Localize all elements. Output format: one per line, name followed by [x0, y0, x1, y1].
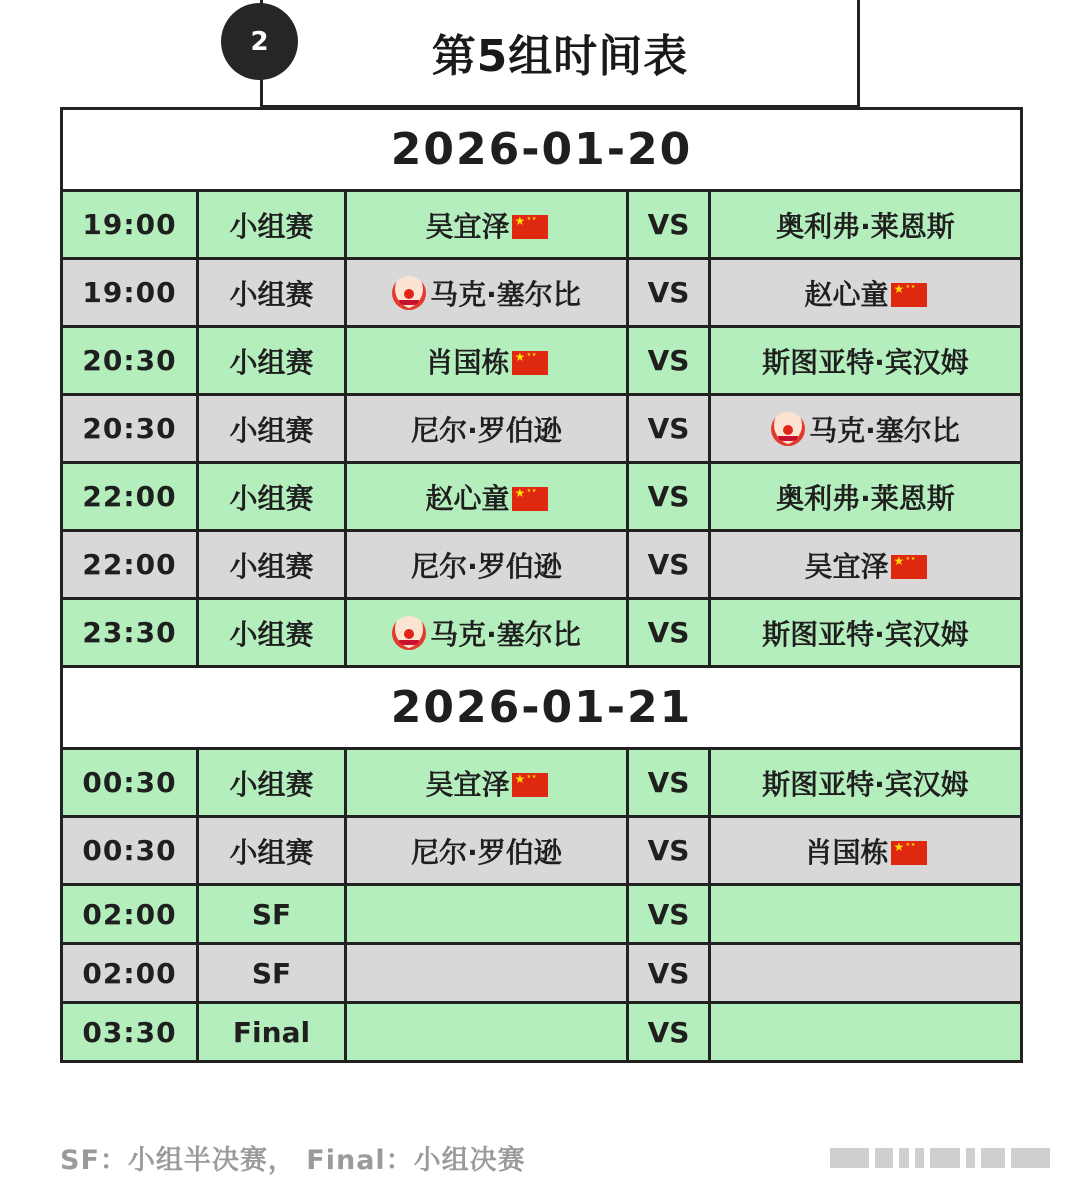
match-time-cell [62, 395, 198, 463]
match-time: 20:30 [82, 412, 177, 445]
match-time-cell [62, 1003, 198, 1062]
match-row [62, 749, 1022, 817]
player-right-name: 肖国栋 [804, 835, 889, 869]
match-stage-cell [198, 463, 346, 531]
match-time-cell [62, 885, 198, 944]
versus-label-cell [628, 817, 710, 885]
versus-label: VS [647, 897, 690, 931]
player-right-name: 奥利弗·莱恩斯 [776, 209, 955, 243]
match-time: 23:30 [82, 616, 177, 649]
player-right-cell [710, 531, 1022, 599]
clown-face-icon [392, 616, 426, 650]
player-right-name: 斯图亚特·宾汉姆 [762, 617, 969, 651]
match-time-cell [62, 191, 198, 259]
versus-label-cell [628, 463, 710, 531]
versus-label: VS [647, 276, 690, 309]
match-time: 19:00 [82, 276, 177, 309]
match-row [62, 944, 1022, 1003]
player-left-cell [346, 817, 628, 885]
player-left-cell [346, 599, 628, 667]
player-left-name: 赵心童 [425, 481, 510, 515]
player-right-cell [710, 749, 1022, 817]
versus-label-cell [628, 1003, 710, 1062]
match-time-cell [62, 749, 198, 817]
footer-legend: SF：小组半决赛， Final：小组决赛 [60, 1145, 526, 1176]
china-flag-icon [512, 215, 548, 239]
match-stage-cell [198, 817, 346, 885]
versus-label: VS [647, 480, 690, 513]
player-left-cell [346, 191, 628, 259]
versus-label: VS [647, 1015, 690, 1049]
match-stage: 小组赛 [229, 345, 314, 379]
match-time: 22:00 [82, 480, 177, 513]
match-stage-cell [198, 599, 346, 667]
china-flag-icon [891, 283, 927, 307]
china-flag-icon [512, 351, 548, 375]
match-row [62, 463, 1022, 531]
china-flag-icon [891, 555, 927, 579]
versus-label: VS [647, 412, 690, 445]
player-left-name: 马克·塞尔比 [430, 277, 581, 311]
date-header: 2026-01-20 [62, 109, 1022, 191]
match-stage-cell [198, 885, 346, 944]
match-stage-cell [198, 944, 346, 1003]
china-flag-icon [512, 487, 548, 511]
match-stage: Final [232, 1015, 311, 1049]
match-stage: SF [251, 897, 292, 931]
watermark [830, 1146, 1050, 1170]
date-header: 2026-01-21 [62, 667, 1022, 749]
match-time: 22:00 [82, 548, 177, 581]
date-header-row [62, 109, 1022, 191]
match-row [62, 191, 1022, 259]
player-left-name: 尼尔·罗伯逊 [411, 413, 562, 447]
title-box [260, 0, 860, 108]
versus-label-cell [628, 599, 710, 667]
match-time: 02:00 [82, 956, 177, 990]
player-right-name: 吴宜泽 [804, 549, 889, 583]
player-left-name: 吴宜泽 [425, 209, 510, 243]
match-stage-cell [198, 1003, 346, 1062]
player-left-cell [346, 749, 628, 817]
versus-label: VS [647, 766, 690, 799]
match-time: 02:00 [82, 897, 177, 931]
match-stage-cell [198, 191, 346, 259]
match-row [62, 531, 1022, 599]
player-right-name: 斯图亚特·宾汉姆 [762, 767, 969, 801]
match-time-cell [62, 259, 198, 327]
match-stage: 小组赛 [229, 835, 314, 869]
match-stage: 小组赛 [229, 209, 314, 243]
versus-label-cell [628, 749, 710, 817]
clown-face-icon [392, 276, 426, 310]
match-time: 20:30 [82, 344, 177, 377]
match-time-cell [62, 944, 198, 1003]
player-left-cell [346, 885, 628, 944]
versus-label-cell [628, 944, 710, 1003]
versus-label: VS [647, 208, 690, 241]
versus-label: VS [647, 344, 690, 377]
player-right-cell [710, 463, 1022, 531]
clown-face-icon [771, 412, 805, 446]
player-right-cell [710, 259, 1022, 327]
match-time: 00:30 [82, 766, 177, 799]
versus-label-cell [628, 395, 710, 463]
versus-label-cell [628, 191, 710, 259]
player-right-name: 赵心童 [804, 277, 889, 311]
player-right-cell [710, 327, 1022, 395]
player-right-cell [710, 944, 1022, 1003]
match-row [62, 599, 1022, 667]
player-right-cell [710, 599, 1022, 667]
versus-label: VS [647, 834, 690, 867]
player-left-cell [346, 327, 628, 395]
schedule-table [60, 107, 1023, 1063]
match-stage: 小组赛 [229, 481, 314, 515]
player-right-name: 马克·塞尔比 [809, 413, 960, 447]
badge-number: 2 [250, 26, 269, 57]
china-flag-icon [512, 773, 548, 797]
match-stage-cell [198, 395, 346, 463]
match-row [62, 327, 1022, 395]
player-right-cell [710, 395, 1022, 463]
player-right-name: 奥利弗·莱恩斯 [776, 481, 955, 515]
player-left-name: 肖国栋 [425, 345, 510, 379]
match-time-cell [62, 327, 198, 395]
date-header-row [62, 667, 1022, 749]
player-left-cell [346, 531, 628, 599]
match-time: 03:30 [82, 1015, 177, 1049]
match-stage-cell [198, 327, 346, 395]
china-flag-icon [891, 841, 927, 865]
match-stage-cell [198, 259, 346, 327]
versus-label-cell [628, 327, 710, 395]
player-right-cell [710, 817, 1022, 885]
match-stage: 小组赛 [229, 549, 314, 583]
match-time-cell [62, 463, 198, 531]
match-stage: 小组赛 [229, 767, 314, 801]
player-left-cell [346, 259, 628, 327]
match-row [62, 817, 1022, 885]
versus-label-cell [628, 259, 710, 327]
match-time: 00:30 [82, 834, 177, 867]
player-right-name: 斯图亚特·宾汉姆 [762, 345, 969, 379]
versus-label-cell [628, 531, 710, 599]
match-time-cell [62, 531, 198, 599]
versus-label: VS [647, 548, 690, 581]
player-left-name: 尼尔·罗伯逊 [411, 549, 562, 583]
page-title: 第5组时间表 [431, 31, 689, 82]
player-right-cell [710, 191, 1022, 259]
player-left-cell [346, 395, 628, 463]
match-stage: 小组赛 [229, 413, 314, 447]
versus-label: VS [647, 616, 690, 649]
player-right-cell [710, 1003, 1022, 1062]
group-number-badge [221, 3, 298, 80]
match-stage: 小组赛 [229, 617, 314, 651]
player-left-cell [346, 463, 628, 531]
player-left-name: 马克·塞尔比 [430, 617, 581, 651]
versus-label: VS [647, 956, 690, 990]
match-stage-cell [198, 531, 346, 599]
match-row [62, 885, 1022, 944]
player-left-cell [346, 1003, 628, 1062]
match-row [62, 1003, 1022, 1062]
versus-label-cell [628, 885, 710, 944]
player-left-name: 吴宜泽 [425, 767, 510, 801]
match-row [62, 395, 1022, 463]
match-stage: SF [251, 956, 292, 990]
match-time: 19:00 [82, 208, 177, 241]
match-stage-cell [198, 749, 346, 817]
match-stage: 小组赛 [229, 277, 314, 311]
player-right-cell [710, 885, 1022, 944]
match-time-cell [62, 817, 198, 885]
match-time-cell [62, 599, 198, 667]
player-left-name: 尼尔·罗伯逊 [411, 835, 562, 869]
player-left-cell [346, 944, 628, 1003]
match-row [62, 259, 1022, 327]
